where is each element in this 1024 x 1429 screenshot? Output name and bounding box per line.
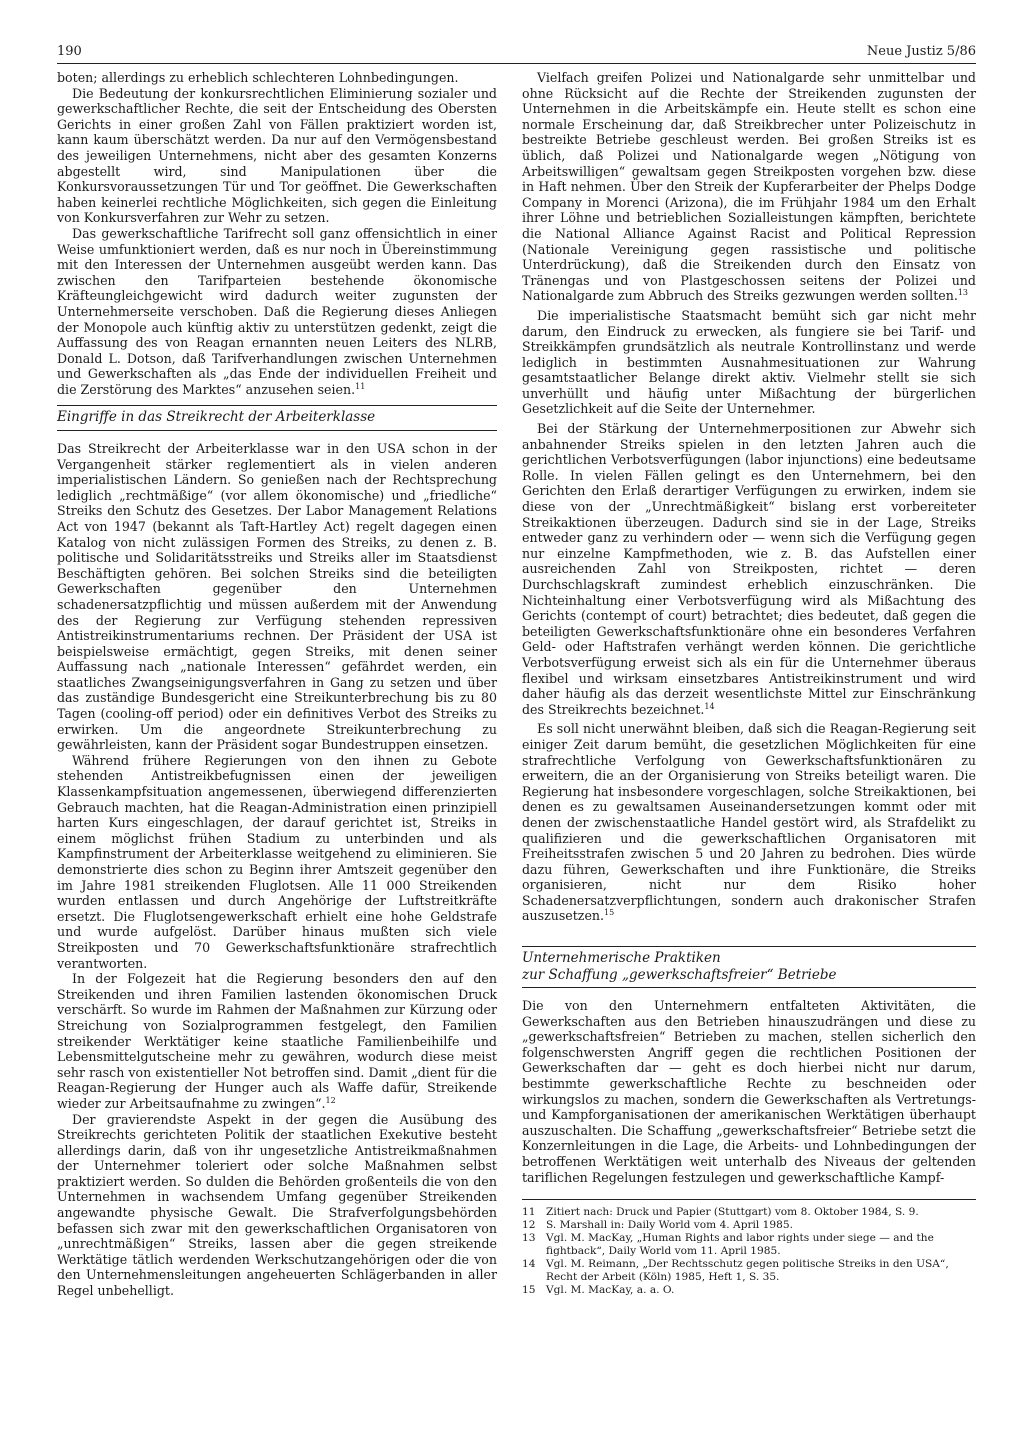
section-heading: Eingriffe in das Streikrecht der Arbeiterklasse	[57, 405, 497, 431]
paragraph: Während frühere Regierungen von den ihnen zu Gebote stehenden Antistreikbefugnissen einen der jeweiligen Klassenkampfsituation angemessenen, überwiegend differenzierten Gebrauch machten, hat die Reagan-Administration einen prinzipiell harten Kurs eingeschlagen, der darauf gerichtet ist, Streiks in einem möglichst frühen Stadium zu unterbinden und als Kampfinstrument der Arbeiterklasse weitgehend zu eliminieren. Sie demonstrierte dies schon zu Beginn ihrer Amtszeit gegenüber den im Jahre 1981 streikenden Fluglotsen. Alle 11 000 Streikenden wurden entlassen und durch Angehörige der Luftstreitkräfte ersetzt. Die Fluglotsengewerkschaft erhielt eine hohe Geldstrafe und wurde aufgelöst. Darüber hinaus mußten sich viele Streikposten und 70 Gewerkschaftsfunktionäre strafrechtlich verantworten.	[57, 752, 497, 971]
right-column	[522, 70, 976, 1297]
paragraph: Es soll nicht unerwähnt bleiben, daß sich die Reagan-Regierung seit einiger Zeit darum bemüht, die gesetzlichen Möglichkeiten für eine strafrechtliche Verfolgung von Gewerkschaftsfunktionären zu erweitern, die an der Organisierung von Streiks beteiligt waren. Die Regierung hat insbesondere vorgeschlagen, solche Streikaktionen, bei denen es zu gewaltsamen Auseinandersetzungen kommt oder mit denen der zwischenstaatliche Handel gestört wird, als Strafdelikt zu qualifizieren und die gewerkschaftlichen Organisatoren mit Freiheitsstrafen zwischen 5 und 20 Jahren zu bedrohen. Dies würde dazu führen, Gewerkschaften und ihre Funktionäre, die Streiks organisieren, nicht nur dem Risiko hoher Schadenersatzverpflichtungen, sondern auch drakonischer Strafen auszusetzen.$^{15}$	[522, 721, 976, 924]
footnote: 14 Vgl. M. Reimann, „Der Rechtsschutz gegen politische Streiks in den USA“, Recht der Arbeit (Köln) 1985, Heft 1, S. 35.	[522, 1258, 949, 1284]
footnote-rule	[522, 1199, 976, 1200]
paragraph: Bei der Stärkung der Unternehmerpositionen zur Abwehr sich anbahnender Streiks spielen in den letzten Jahren auch die gerichtlichen Verbotsverfügungen (labor injunctions) eine bedeutsame Rolle. In vielen Fällen gelingt es den Unternehmern, bei den Gerichten den Erlaß derartiger Verfügungen zu erwirken, indem sie diese von der „Unrechtmäßigkeit“ bislang erst vorbereiteter Streikaktionen überzeugen. Dadurch sind sie in der Lage, Streiks entweder ganz zu verhindern oder — wenn sich die Verfügung gegen nur einzelne Kampfmethoden, wie z. B. das Aufstellen einer ausreichenden Zahl von Streikposten, richtet — deren Durchschlagskraft zumindest erheblich einzuschränken. Die Nichteinhaltung einer Verbotsverfügung wird als Mißachtung des Gerichts (contempt of court) betrachtet; dies bedeutet, daß gegen die beteiligten Gewerkschaftsfunktionäre ohne ein besonderes Verfahren Geld- oder Haftstrafen verhängt werden können. Die gerichtliche Verbotsverfügung erweist sich als ein für die Unternehmer überaus flexibel und wirksam einsetzbares Antistreikinstrument und wird daher häufig als das derzeit wesentlichste Mittel zur Einschränkung des Streikrechts bezeichnet.$^{14}$	[522, 421, 976, 717]
paragraph: Die Bedeutung der konkursrechtlichen Eliminierung sozialer und gewerkschaftlicher Rechte, die seit der Entscheidung des Obersten Gerichts in einer großen Zahl von Fällen praktiziert worden ist, kann kaum überschätzt werden. Da nur auf den Vermögensbestand des jeweiligen Unternehmens, nicht aber des gesamten Konzerns abgestellt wird, sind Manipulationen über die Konkursvoraussetzungen Tür und Tor geöffnet. Die Gewerkschaften haben keinerlei rechtliche Möglichkeiten, sich gegen die Einleitung von Konkursverfahren zur Wehr zu setzen.	[57, 85, 497, 226]
paragraph: Die von den Unternehmern entfalteten Aktivitäten, die Gewerkschaften aus den Betrieben hinauszudrängen und diese zu „gewerkschaftsfreien“ Betrieben zu machen, stellen sicherlich den folgenschwersten Angriff gegen die rechtlichen Positionen der Gewerkschaften dar — geht es doch hierbei nicht nur darum, bestimmte gewerkschaftliche Rechte zu beschneiden oder wirkungslos zu machen, sondern die Gewerkschaften als Vertretungs- und Kampforganisationen der amerikanischen Werktätigen überhaupt auszuschalten. Die Schaffung „gewerkschaftsfreier“ Betriebe setzt die Konzernleitungen in die Lage, die Arbeits- und Lohnbedingungen der betroffenen Werktätigen weit unterhalb des Niveaus der geltenden tariflichen Regelungen festzulegen und gewerkschaftliche Kampf-	[522, 998, 976, 1185]
section-heading-line: Unternehmerische Praktiken	[522, 950, 721, 967]
section-heading-line: zur Schaffung „gewerkschaftsfreier“ Betriebe	[522, 966, 837, 983]
paragraph: Der gravierendste Aspekt in der gegen die Ausübung des Streikrechts gerichteten Politik der staatlichen Exekutive besteht allerdings darin, daß von ihr ungesetzliche Antistreikmaßnahmen der Unternehmer toleriert oder solche Maßnahmen selbst praktiziert werden. So dulden die Behörden großenteils die von den Unternehmen in wachsendem Umfang gegenüber Streikenden angewandte physische Gewalt. Die Strafverfolgungsbehörden befassen sich zwar mit den gewerkschaftlichen Organisatoren von „unrechtmäßigen“ Streiks, lassen aber die gegen streikende Werktätige tätlich werdenden Werkschutzangehörigen oder die von den Unternehmensleitungen angeheuerten Schlägerbanden in aller Regel unbehelligt.	[57, 1111, 497, 1299]
journal-issue: Neue Justiz 5/86	[866, 44, 976, 59]
footnote-ref[interactable]: 14	[704, 701, 715, 711]
footnote: 11 Zitiert nach: Druck und Papier (Stuttgart) vom 8. Oktober 1984, S. 9.	[522, 1206, 919, 1219]
page-header	[57, 44, 976, 64]
paragraph: Das Streikrecht der Arbeiterklasse war in den USA schon in der Vergangenheit stärker reglementiert als in vielen anderen imperialistischen Ländern. So genießen nach der Rechtsprechung lediglich „rechtmäßige“ (vor allem ökonomische) und „friedliche“ Streiks den Schutz des Gesetzes. Der Labor Management Relations Act von 1947 (bekannt als Taft-Hartley Act) regelt dagegen einen Katalog von nicht zulässigen Formen des Streiks, zu denen z. B. politische und Solidaritätsstreiks und Streiks aller im Staatsdienst Beschäftigten gehören. Bei solchen Streiks sind die beteiligten Gewerkschaften gegenüber den Unternehmen schadenersatzpflichtig und müssen außerdem mit der Anwendung des der Regierung zur Verfügung stehenden repressiven Antistreikinstrumentariums rechnen. Der Präsident der USA ist beispielsweise ermächtigt, gegen Streiks, mit denen seiner Auffassung nach „nationale Interessen“ gefährdet werden, ein staatliches Zwangseinigungsverfahren in Gang zu setzen und über das zuständige Bundesgericht eine Streikunterbrechung bis zu 80 Tagen (cooling-off period) oder ein definitives Verbot des Streiks zu erwirken. Um die angeordnete Streikunterbrechung zu gewährleisten, kann der Präsident sogar Bundestruppen einsetzen.	[57, 440, 497, 753]
section-heading	[522, 946, 976, 988]
footnote-ref[interactable]: 11	[355, 381, 366, 391]
header-rule	[57, 63, 976, 64]
footnote-ref[interactable]: 13	[957, 288, 969, 298]
paragraph: In der Folgezeit hat die Regierung besonders den auf den Streikenden und ihren Familien lastenden ökonomischen Druck verschärft. So wurde im Rahmen der Maßnahmen zur Kürzung oder Streichung von Sozialprogrammen festgelegt, den Familien streikender Werktätiger keine staatliche Familienbeihilfe und Lebensmittelgutscheine mehr zu gewähren, wodurch diese meist sehr rasch von existentieller Not betroffen sind. Damit „dient für die Reagan-Regierung der Hunger auch als Waffe dafür, Streikende wieder zur Arbeitsaufnahme zu zwingen“.$^{12}$	[57, 971, 497, 1111]
footnote: 12 S. Marshall in: Daily World vom 4. April 1985.	[522, 1219, 794, 1232]
paragraph: Die imperialistische Staatsmacht bemüht sich gar nicht mehr darum, den Eindruck zu erwecken, als fungiere sie bei Tarif- und Streikkämpfen grundsätzlich als neutrale Kontrollinstanz und werde lediglich in bestimmten Ausnahmesituationen zur Wahrung gesamtstaatlicher Belange direkt aktiv. Vielmehr stellt sie sich unverhüllt und häufig unter Mißachtung der bürgerlichen Gesetzlichkeit auf die Seite der Unternehmer.	[522, 307, 976, 417]
paragraph: boten; allerdings zu erheblich schlechteren Lohnbedingungen.	[57, 70, 459, 85]
footnote: 15 Vgl. M. MacKay, a. a. O.	[522, 1284, 675, 1297]
footnotes	[522, 1206, 976, 1297]
footnote: 13 Vgl. M. MacKay, „Human Rights and labor rights under siege — and the fightback“, Daily World vom 11. April 1985.	[522, 1232, 934, 1258]
left-column	[57, 70, 497, 1299]
footnote-ref[interactable]: 12	[325, 1095, 336, 1105]
paragraph: Vielfach greifen Polizei und Nationalgarde sehr unmittelbar und ohne Rücksicht auf die Rechte der Streikenden zugunsten der Unternehmen in die Arbeitskämpfe ein. Heute stellt es schon eine normale Erscheinung dar, daß Streikbrecher unter Polizeischutz in bestreikte Betriebe geschleust werden. Bei großen Streiks ist es üblich, daß Polizei und Nationalgarde wegen „Nötigung von Arbeitswilligen“ gewaltsam gegen Streikposten vorgehen bzw. diese in Haft nehmen. Über den Streik der Kupferarbeiter der Phelps Dodge Company in Morenci (Arizona), die im Frühjahr 1984 um den Erhalt ihrer Löhne und betrieblichen Sozialleistungen kämpften, berichtete die National Alliance Against Racist and Political Repression (Nationale Vereinigung gegen rassistische und politische Unterdrückung), daß die Streikenden durch den Einsatz von Tränengas und von Plastgeschossen seitens der Polizei und Nationalgarde zum Abbruch des Streiks gezwungen werden sollten.$^{13}$	[522, 70, 976, 304]
footnote-ref[interactable]: 15	[604, 908, 615, 918]
page-number: 190	[57, 44, 82, 59]
paragraph: Das gewerkschaftliche Tarifrecht soll ganz offensichtlich in einer Weise umfunktioniert werden, daß es nur noch in Übereinstimmung mit den Interessen der Unternehmen ausgeübt werden kann. Das zwischen den Tarifparteien bestehende ökonomische Kräfteungleichgewicht wird dadurch weiter zugunsten der Unternehmerseite verschoben. Daß die Regierung dieses Anliegen der Monopole auch künftig aktiv zu unterstützen gedenkt, zeigt die Auffassung des von Reagan ernannten neuen Leiters des NLRB, Donald L. Dotson, daß Tarifverhandlungen zwischen Unternehmen und Gewerkschaften als „das Ende der individuellen Freiheit und die Zerstörung des Marktes“ anzusehen seien.$^{11}$	[57, 225, 497, 397]
